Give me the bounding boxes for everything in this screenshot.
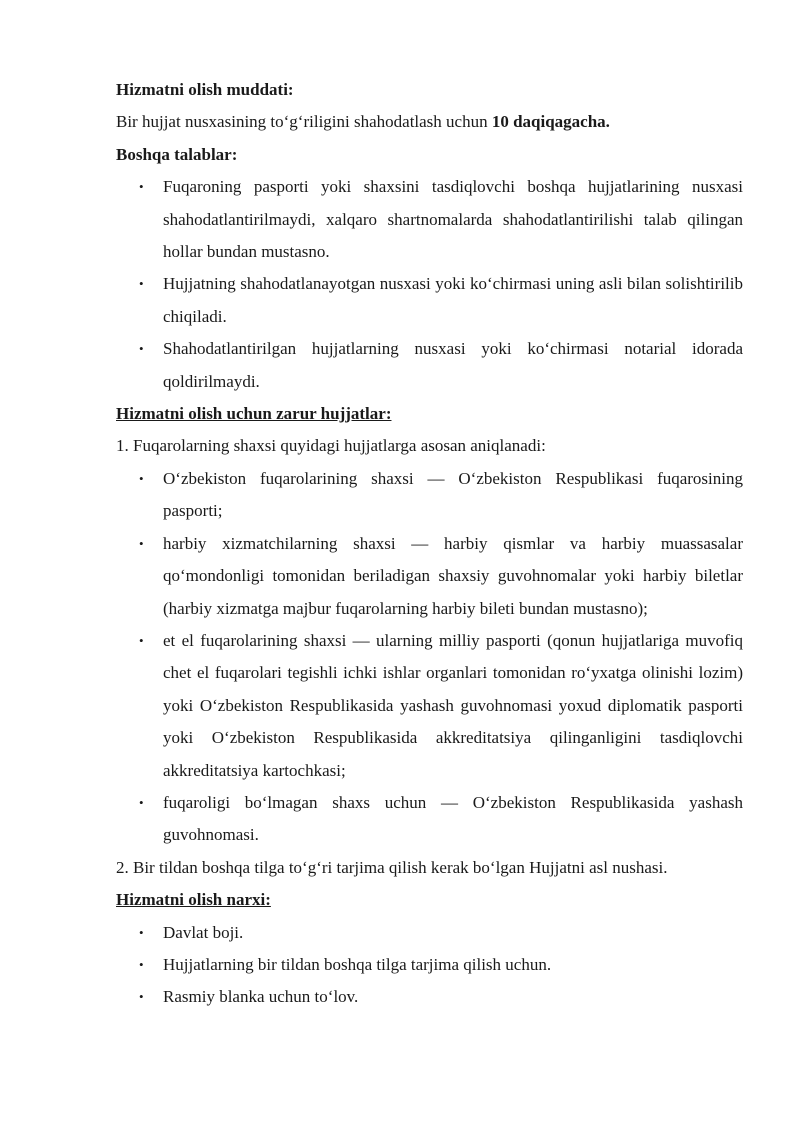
bullet-icon: • <box>139 535 144 551</box>
bullet-icon: • <box>139 341 144 357</box>
list-item <box>116 917 743 949</box>
list-item-text: Hujjatlarning bir tildan boshqa tilga tarjima qilish uchun. <box>163 954 552 974</box>
bullet-icon: • <box>139 632 144 648</box>
list-item-text: Davlat boji. <box>163 922 244 942</box>
list-item-text: fuqaroligi bo‘lmagan shaxs uchun — O‘zbekiston Respublikasida yashash guvohnomasi. <box>163 792 743 845</box>
list-item-text: Rasmiy blanka uchun to‘lov. <box>163 987 359 1007</box>
list-item-text: harbiy xizmatchilarning shaxsi — harbiy qismlar va harbiy muassasalar qo‘mondonligi tomonidan beriladigan shaxsiy guvohnomalar yoki harbiy biletlar (harbiy xizmatga majbur fuqarolarning harbiy bileti bundan mustasno); <box>163 533 743 618</box>
bullet-icon: • <box>139 276 144 292</box>
heading-required-documents: Hizmatni olish uchun zarur hujjatlar: <box>116 404 392 424</box>
list-item <box>116 528 743 625</box>
list-item <box>116 787 743 852</box>
heading-service-time: Hizmatni olish muddati: <box>116 80 294 99</box>
service-time-text <box>116 106 743 138</box>
service-price-list <box>116 917 743 1014</box>
bullet-icon: • <box>139 924 144 940</box>
required-documents-item-2: 2. Bir tildan boshqa tilga to‘g‘ri tarjima qilish kerak bo‘lgan Hujjatni asl nushasi. <box>116 857 668 877</box>
bullet-icon: • <box>139 956 144 972</box>
list-item <box>116 625 743 787</box>
list-item-text: Shahodatlantirilgan hujjatlarning nusxasi yoki ko‘chirmasi notarial idorada qoldirilmaydi. <box>163 339 743 391</box>
list-item <box>116 171 743 268</box>
list-item <box>116 949 743 981</box>
bullet-icon: • <box>139 179 144 195</box>
heading-service-price: Hizmatni olish narxi: <box>116 890 271 910</box>
identity-documents-list <box>116 463 743 852</box>
heading-other-requirements: Boshqa talablar: <box>116 144 238 164</box>
list-item-text: et el fuqarolarining shaxsi — ularning milliy pasporti (qonun hujjatlariga muvofiq chet el fuqarolari tegishli ichki ishlar organlari tomonidan ro‘yxatga olinishi lozim) yoki O‘zbekiston Respublikasida yashash guvohnomasi yoxud diplomatik pasporti yoki O‘zbekiston Respublikasida akkreditatsiya qilinganligini tasdiqlovchi akkreditatsiya kartochkasi; <box>163 630 743 780</box>
list-item <box>116 981 743 1013</box>
list-item <box>116 463 743 528</box>
list-item-text: Hujjatning shahodatlanayotgan nusxasi yoki ko‘chirmasi uning asli bilan solishtirilib chiqiladi. <box>163 274 743 326</box>
other-requirements-list <box>116 171 743 398</box>
service-time-duration: 10 daqiqagacha. <box>491 112 610 132</box>
list-item <box>116 333 743 398</box>
bullet-icon: • <box>139 989 144 1005</box>
bullet-icon: • <box>139 794 144 810</box>
bullet-icon: • <box>139 470 144 486</box>
service-time-text-plain: Bir hujjat nusxasining to‘g‘riligini shahodatlash uchun <box>116 112 488 132</box>
list-item-text: Fuqaroning pasporti yoki shaxsini tasdiqlovchi boshqa hujjatlarining nusxasi shahodatlantirilmaydi, xalqaro shartnomalarda shahodatlantirilishi talab qilingan hollar bundan mustasno. <box>163 177 743 262</box>
list-item-text: O‘zbekiston fuqarolarining shaxsi — O‘zbekiston Respublikasi fuqarosining pasporti; <box>163 468 743 521</box>
document-content <box>116 74 743 1014</box>
required-documents-intro: 1. Fuqarolarning shaxsi quyidagi hujjatlarga asosan aniqlanadi: <box>116 436 546 456</box>
list-item <box>116 268 743 333</box>
